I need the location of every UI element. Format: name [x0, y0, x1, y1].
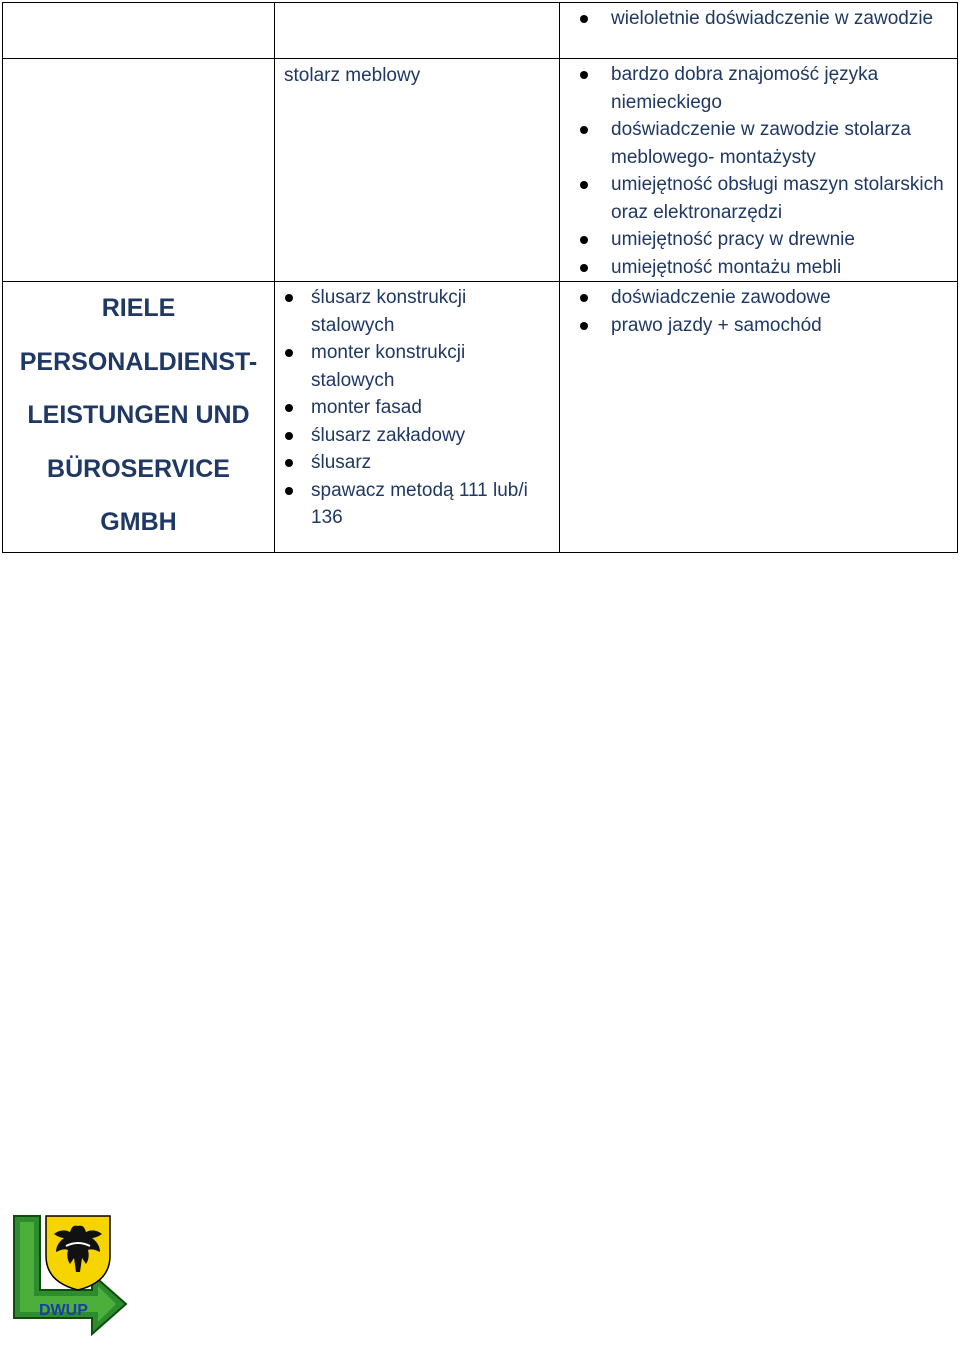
company-cell-empty — [3, 3, 275, 59]
list-item — [560, 226, 957, 254]
position-text: spawacz metodą 111 lub/i 136 — [311, 479, 528, 528]
list-item — [275, 477, 559, 532]
requirement-text: bardzo dobra znajomość języka niemieckiego — [611, 64, 879, 113]
position-text: ślusarz zakładowy — [311, 424, 466, 446]
bullet-icon — [580, 126, 588, 134]
position-text: ślusarz — [311, 452, 372, 473]
logo-text: DWUP — [39, 1302, 88, 1319]
company-name-line: LEISTUNGEN UND — [27, 401, 250, 429]
requirement-text: umiejętność pracy w drewnie — [611, 229, 855, 250]
dwup-logo-icon — [10, 1212, 130, 1344]
company-name-line: BÜROSERVICE — [47, 454, 230, 483]
list-item — [275, 339, 559, 394]
requirements-cell — [560, 3, 958, 59]
company-name-line: RIELE — [101, 294, 176, 322]
company-name-line: GMBH — [100, 508, 177, 536]
company-name — [3, 282, 274, 552]
bullet-icon — [285, 487, 293, 495]
requirement-text: wieloletnie doświadczenie w zawodzie — [611, 8, 934, 29]
positions-cell — [275, 282, 560, 553]
list-item — [560, 284, 957, 312]
bullet-icon — [580, 15, 588, 23]
requirements-cell — [560, 282, 958, 553]
requirements-cell — [560, 59, 958, 282]
position-cell — [275, 59, 560, 282]
bullet-icon — [580, 264, 588, 272]
bullet-icon — [285, 349, 293, 357]
bullet-icon — [285, 294, 293, 302]
job-offers-table — [2, 2, 958, 553]
list-item — [560, 171, 957, 226]
company-cell-empty — [3, 59, 275, 282]
bullet-icon — [285, 432, 293, 440]
list-item — [275, 394, 559, 422]
position-text: ślusarz konstrukcji stalowych — [311, 287, 467, 336]
requirements-list — [560, 59, 957, 281]
table-row — [3, 282, 958, 553]
requirement-text: doświadczenie zawodowe — [611, 287, 831, 308]
requirement-text: doświadczenie w zawodzie stolarza meblowego- montażysty — [611, 119, 911, 168]
bullet-icon — [580, 294, 588, 302]
list-item — [560, 254, 957, 282]
bullet-icon — [580, 236, 588, 244]
position-title: stolarz meblowy — [284, 65, 421, 86]
requirement-text: prawo jazdy + samochód — [611, 314, 822, 336]
list-item — [560, 61, 957, 116]
position-text: monter fasad — [311, 397, 422, 418]
list-item — [560, 116, 957, 171]
table-row — [3, 3, 958, 59]
bullet-icon — [580, 322, 588, 330]
requirements-list — [560, 3, 957, 33]
requirement-text: umiejętność obsługi maszyn stolarskich oraz elektronarzędzi — [611, 174, 944, 223]
requirements-list — [560, 282, 957, 339]
bullet-icon — [580, 71, 588, 79]
company-name-line: PERSONALDIENST- — [19, 347, 258, 376]
bullet-icon — [285, 459, 293, 467]
company-cell — [3, 282, 275, 553]
list-item — [560, 5, 957, 33]
list-item — [275, 284, 559, 339]
requirement-text: umiejętność montażu mebli — [611, 256, 842, 278]
positions-list — [275, 282, 559, 532]
list-item — [275, 422, 559, 450]
position-text: monter konstrukcji stalowych — [311, 342, 466, 391]
bullet-icon — [580, 181, 588, 189]
table-row — [3, 59, 958, 282]
position-cell-empty — [275, 3, 560, 59]
list-item — [560, 312, 957, 340]
list-item — [275, 449, 559, 477]
bullet-icon — [285, 404, 293, 412]
dwup-logo — [10, 1212, 130, 1344]
